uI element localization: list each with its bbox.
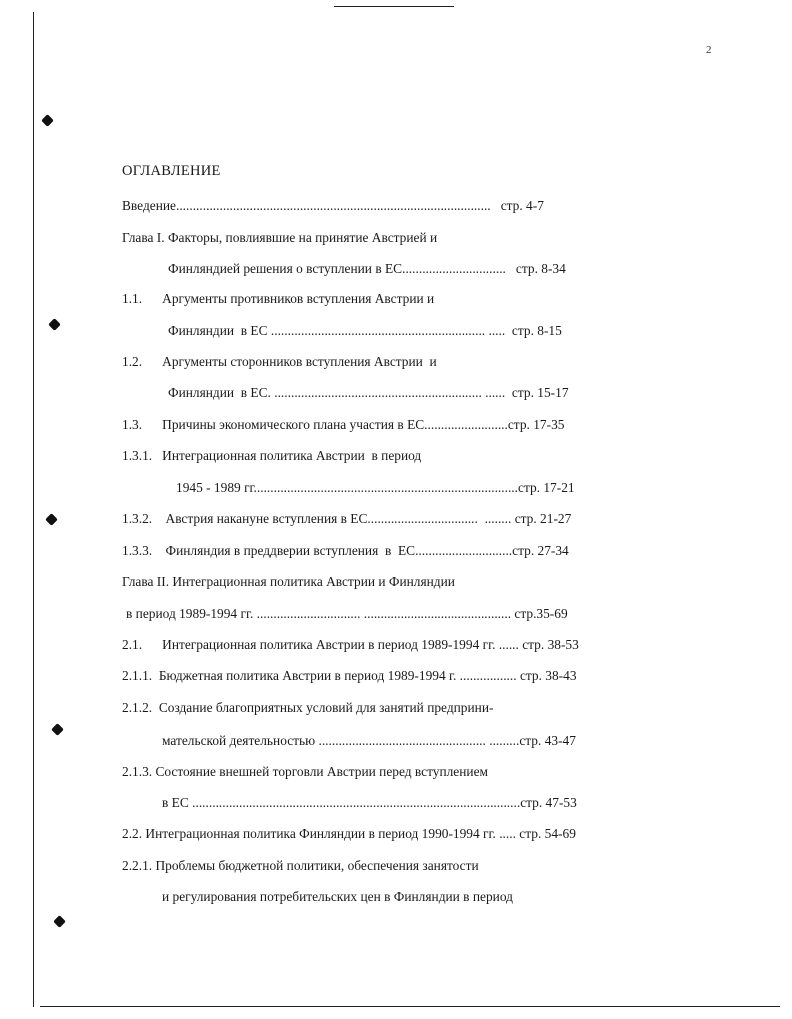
toc-entry: Финляндии в ЕС ................................................................ ..... стр. 8-15	[168, 323, 562, 338]
toc-entry: Введение.............................................................................................. стр. 4-7	[122, 198, 544, 213]
punch-hole-mark	[48, 318, 61, 331]
toc-entry: мательской деятельностью .................................................. .........стр. 43-47	[162, 733, 576, 748]
toc-entry: 2.2. Интеграционная политика Финляндии в период 1990-1994 гг. ..... стр. 54-69	[122, 826, 576, 841]
punch-hole-mark	[45, 513, 58, 526]
toc-entry: 1.3.1. Интеграционная политика Австрии в период	[122, 448, 422, 463]
toc-entry: 1.3.3. Финляндия в преддверии вступления в ЕС.............................стр. 27-34	[122, 543, 569, 558]
toc-entry: 2.1.1. Бюджетная политика Австрии в период 1989-1994 г. ................. стр. 38-43	[122, 668, 577, 683]
toc-entry: 2.1.3. Состояние внешней торговли Австрии перед вступлением	[122, 764, 488, 779]
toc-entry: 1.3.2. Австрия накануне вступления в ЕС................................. ........ стр. 21-27	[122, 511, 572, 526]
toc-entry: в ЕС ..................................................................................................стр. 47-53	[162, 795, 577, 810]
left-scan-border	[33, 12, 34, 1007]
toc-entry: 2.1.2. Создание благоприятных условий для занятий предприни-	[122, 700, 494, 715]
punch-hole-mark	[41, 114, 54, 127]
toc-entry: и регулирования потребительских цен в Финляндии в период	[162, 889, 513, 904]
toc-entry: 1.3. Причины экономического плана участия в ЕС.........................стр. 17-35	[122, 417, 565, 432]
toc-entry: Глава II. Интеграционная политика Австрии и Финляндии	[122, 574, 455, 589]
punch-hole-mark	[51, 723, 64, 736]
toc-entry: 2.1. Интеграционная политика Австрии в период 1989-1994 гг. ...... стр. 38-53	[122, 637, 579, 652]
toc-entry: в период 1989-1994 гг. ............................... ............................................ стр.35-69	[126, 606, 568, 621]
toc-entry: 1.1. Аргументы противников вступления Австрии и	[122, 291, 435, 306]
page-number: 2	[706, 44, 712, 56]
toc-entry: 1.2. Аргументы сторонников вступления Австрии и	[122, 354, 437, 369]
toc-entry: Финляндией решения о вступлении в ЕС............................... стр. 8-34	[168, 261, 566, 276]
toc-entry: 1945 - 1989 гг...............................................................................стр. 17-21	[176, 480, 575, 495]
toc-entry: Глава I. Факторы, повлиявшие на принятие Австрией и	[122, 230, 438, 245]
toc-entry: Финляндии в ЕС. .............................................................. ...... стр. 15-17	[168, 385, 569, 400]
toc-entry: 2.2.1. Проблемы бюджетной политики, обеспечения занятости	[122, 858, 479, 873]
page-title: ОГЛАВЛЕНИЕ	[122, 163, 221, 179]
punch-hole-mark	[53, 915, 66, 928]
top-scan-mark	[334, 6, 454, 7]
bottom-scan-border	[40, 1006, 780, 1007]
